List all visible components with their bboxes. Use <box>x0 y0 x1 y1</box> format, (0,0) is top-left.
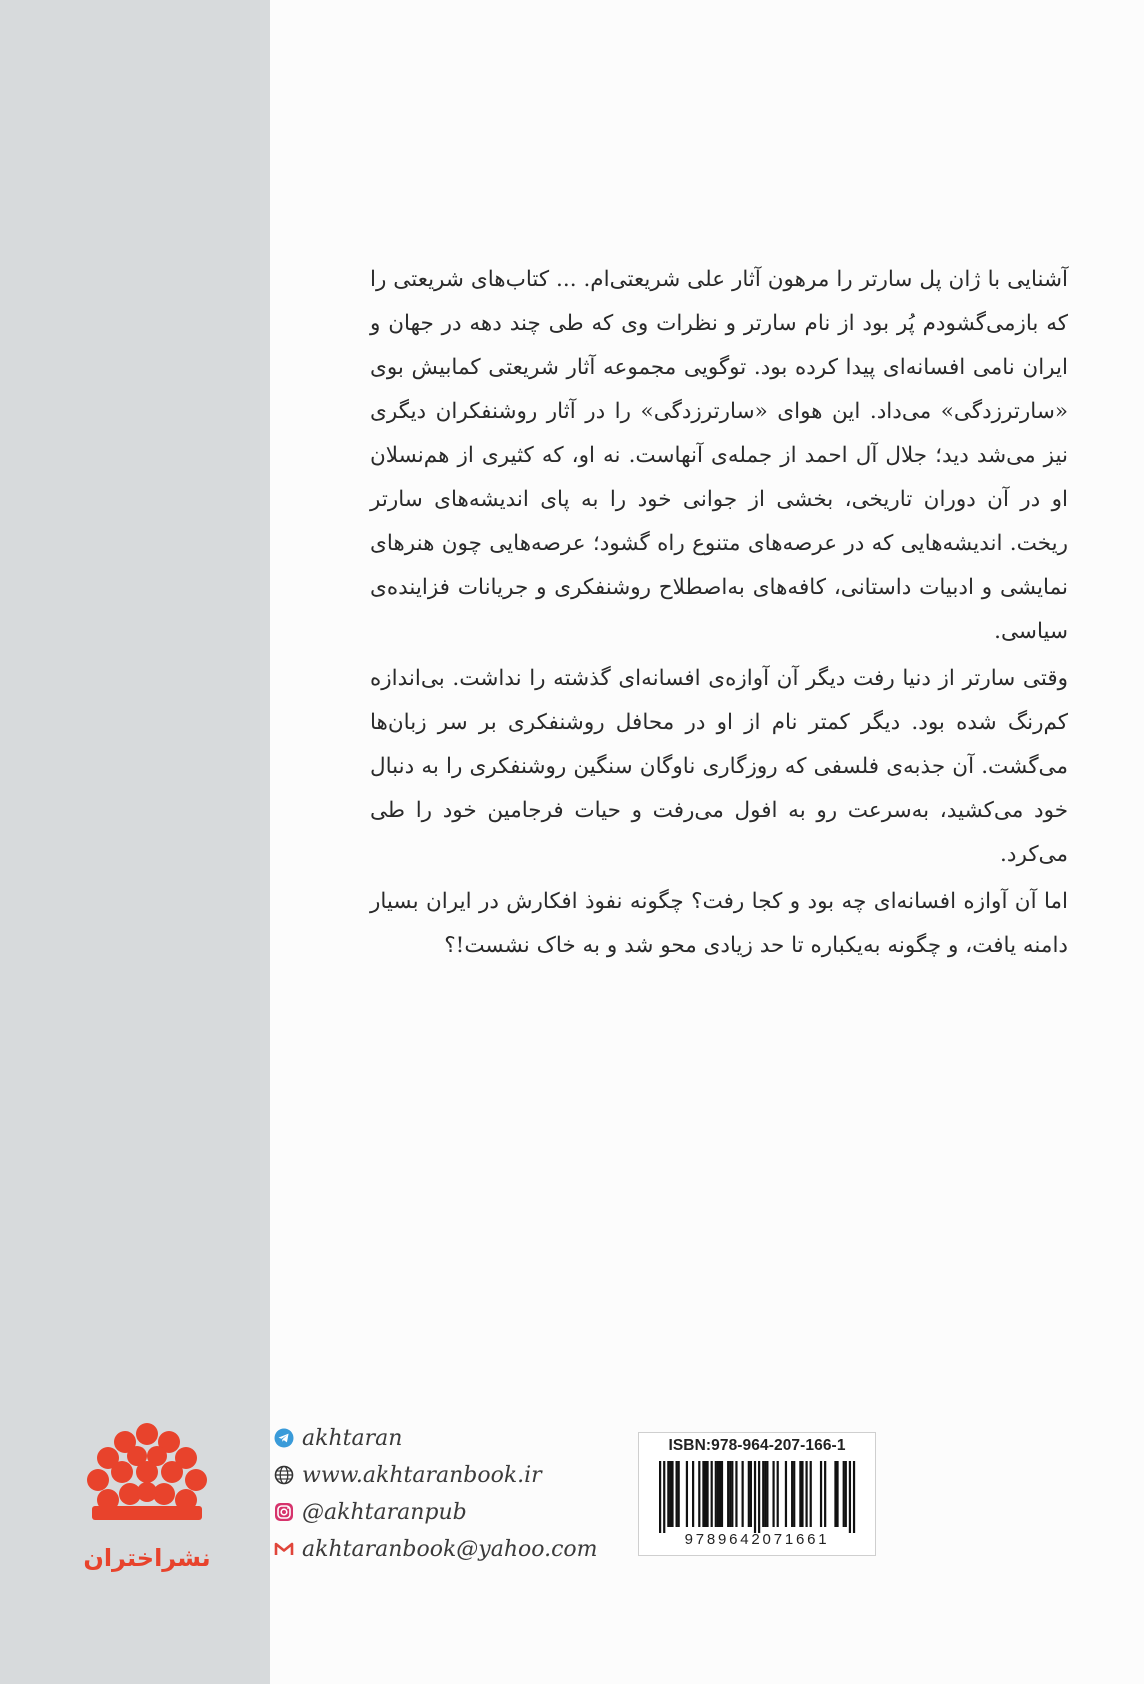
barcode-bar <box>764 1461 766 1527</box>
barcode-bar <box>758 1461 760 1533</box>
globe-icon <box>274 1465 294 1485</box>
barcode-bar <box>766 1461 768 1527</box>
barcode-bar <box>820 1461 822 1527</box>
barcode-bar <box>845 1461 847 1527</box>
barcode-bar <box>659 1461 661 1533</box>
barcode-bar <box>678 1461 680 1527</box>
barcode-bar <box>676 1461 678 1527</box>
barcode-bar <box>698 1461 700 1527</box>
barcode-bar <box>750 1461 752 1527</box>
blurb-paragraph-2: وقتی سارتر از دنیا رفت دیگر آن آوازه‌ی افسانه‌ای گذشته را نداشت. بی‌اندازه کم‌رنگ شده بود. دیگر کمتر نام از او در محافل روشنفکری بر سر زبان‌ها می‌گشت. آن جذبه‌ی فلسفی که روزگاری ناوگان سنگین روشنفکری را به دنبال خود می‌کشید، به‌سرعت رو به افول می‌رفت و حیات فرجامین خود را طی می‌کرد. <box>370 666 1068 867</box>
barcode-bar <box>686 1461 688 1527</box>
contact-email[interactable] <box>274 1531 614 1567</box>
barcode-bar <box>772 1461 774 1527</box>
barcode-bar <box>702 1461 704 1527</box>
barcode-bar <box>719 1461 721 1527</box>
barcode-bar <box>717 1461 719 1527</box>
barcode-bar <box>834 1461 836 1527</box>
barcode-bar <box>711 1461 713 1527</box>
contact-list <box>274 1420 614 1568</box>
barcode-bar <box>669 1461 671 1527</box>
barcode-bar <box>843 1461 845 1527</box>
barcode-bar <box>853 1461 855 1533</box>
barcode-bar <box>824 1461 826 1527</box>
blurb-paragraph-3: اما آن آوازه افسانه‌ای چه بود و کجا رفت؟ چگونه نفوذ افکارش در ایران بسیار دامنه یافت، و چگونه به‌یکباره تا حد زیادی محو شد و به خاک نشست!؟ <box>370 889 1068 958</box>
barcode-bar <box>762 1461 764 1527</box>
barcode-bar <box>667 1461 669 1527</box>
barcode-bar <box>715 1461 717 1527</box>
website-url: www.akhtaranbook.ir <box>302 1462 542 1488</box>
barcode-bar <box>799 1461 801 1527</box>
publisher-name: نشراختران <box>83 1544 211 1572</box>
barcode-bar <box>727 1461 729 1527</box>
barcode-bar <box>836 1461 838 1527</box>
telegram-handle: akhtaran <box>302 1425 403 1451</box>
barcode-bar <box>704 1461 706 1527</box>
mail-icon <box>274 1539 294 1559</box>
barcode-bar <box>663 1461 665 1533</box>
barcode-bar <box>729 1461 731 1527</box>
barcode-bar <box>754 1461 756 1533</box>
barcode-bar <box>791 1461 793 1527</box>
barcode-bar <box>785 1461 787 1527</box>
barcode-bar <box>671 1461 673 1527</box>
publisher-logo-icon <box>82 1420 212 1550</box>
blurb-paragraph-1: آشنایی با ژان پل سارتر را مرهون آثار علی شریعتی‌ام. ... کتاب‌های شریعتی را که بازمی‌گشودم پُر بود از نام سارتر و نظرات وی که طی چند دهه در جهان و ایران نامی افسانه‌ای پیدا کرده بود. توگویی مجموعه آثار شریعتی کمابیش بوی «سارترزدگی» می‌داد. این هوای «سارترزدگی» را در آثار روشنفکران دیگری نیز می‌شد دید؛ جلال آل احمد از جمله‌ی آنهاست. نه او، که کثیری از هم‌نسلان او در آن دوران تاریخی، بخشی از جوانی خود را به پای اندیشه‌های سارتر ریخت. اندیشه‌هایی که در عرصه‌های متنوع راه گشود؛ عرصه‌هایی چون هنرهای نمایشی و ادبیات داستانی، کافه‌های به‌اصطلاح روشنفکری و جریانات فزاینده‌ی سیاسی. <box>370 267 1068 644</box>
barcode-bars <box>645 1461 869 1533</box>
contact-instagram[interactable] <box>274 1494 614 1530</box>
barcode-bar <box>735 1461 737 1527</box>
barcode-bar <box>805 1461 807 1527</box>
contact-telegram[interactable] <box>274 1420 614 1456</box>
instagram-icon <box>274 1502 294 1522</box>
barcode-bar <box>692 1461 694 1527</box>
barcode-bar <box>721 1461 723 1527</box>
instagram-handle: @akhtaranpub <box>302 1499 467 1525</box>
contact-website[interactable] <box>274 1457 614 1493</box>
barcode-bar <box>793 1461 795 1527</box>
barcode-bar <box>742 1461 744 1527</box>
barcode-bar <box>731 1461 733 1527</box>
barcode-bar <box>801 1461 803 1527</box>
isbn-label: ISBN:978-964-207-166-1 <box>668 1437 846 1454</box>
barcode-bar <box>849 1461 851 1533</box>
isbn-barcode <box>638 1432 876 1556</box>
barcode-bar <box>706 1461 708 1527</box>
telegram-icon <box>274 1428 294 1448</box>
email-address: akhtaranbook@yahoo.com <box>302 1536 598 1562</box>
blurb-text <box>370 258 1068 971</box>
barcode-bar <box>748 1461 750 1527</box>
barcode-bar <box>810 1461 812 1527</box>
barcode-bar <box>777 1461 779 1527</box>
isbn-digits: 9789642071661 <box>684 1531 830 1548</box>
